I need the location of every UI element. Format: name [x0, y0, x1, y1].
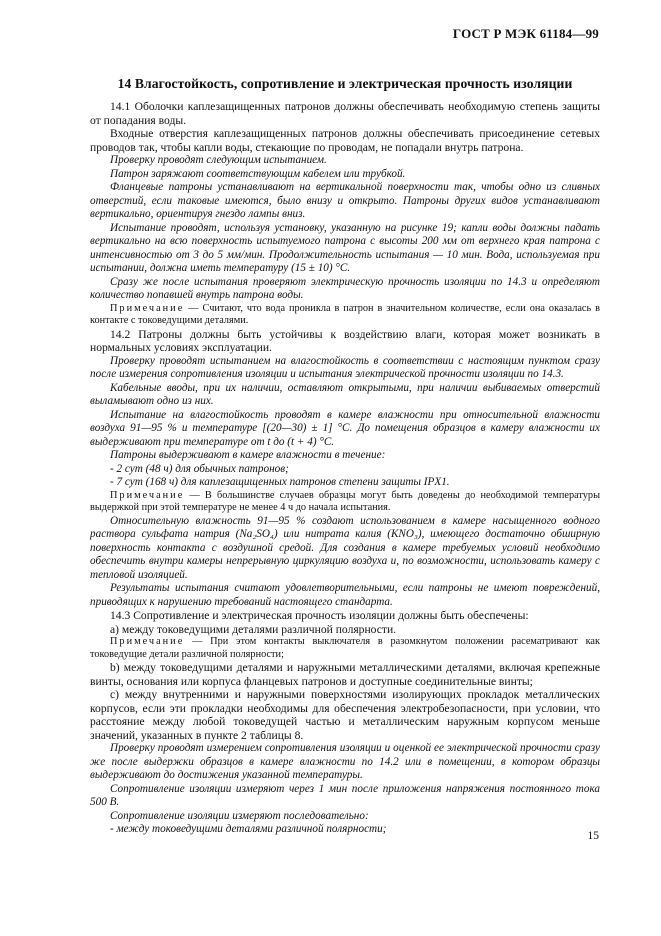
- list-item: c) между внутренними и наружными поверхностями изолирующих прокладок металлических корпусов, если эти прокладки необходимы для обеспечения электробезопасности, при условии, что расстояние между любой токоведущей частью и металлическим наружным корпусом меньше значений, указанных в пункте 2 таблицы 8.: [90, 688, 600, 742]
- note: [90, 490, 600, 515]
- note-label: Примечание: [110, 302, 185, 314]
- list-item: a) между токоведущими деталями различной полярности.: [110, 622, 397, 636]
- paragraph: Результаты испытания считают удовлетворительными, если патроны не имеют повреждений, приводящих к нарушению требований настоящего стандарта.: [90, 582, 600, 608]
- paragraph: Патрон заряжают соответствующим кабелем или трубкой.: [110, 167, 406, 180]
- document-header: ГОСТ Р МЭК 61184—99: [452, 26, 599, 41]
- note-label: Примечание: [110, 489, 185, 501]
- section-title: 14 Влагостойкость, сопротивление и электрическая прочность изоляции: [117, 76, 573, 91]
- page-content: [90, 76, 600, 837]
- paragraph: Входные отверстия каплезащищенных патронов должны обеспечивать присоединение сетевых проводов так, чтобы капли воды, стекающие по проводам, не попадали внутрь патрона.: [90, 127, 600, 154]
- paragraph: Сразу же после испытания проверяют электрическую прочность изоляции по 14.3 и определяют количество попавшей внутрь патрона воды.: [90, 275, 600, 301]
- paragraph: Проверку проводят испытанием на влагостойкость в соответствии с настоящим пунктом сразу после измерения сопротивления изоляции и испытания электрической прочности изоляции по 14.3.: [90, 354, 600, 380]
- paragraph: Фланцевые патроны устанавливают на вертикальной поверхности так, чтобы одно из сливных отверстий, если таковые имеются, было внизу и открыто. Патроны других видов устанавливают вертикально, ориентируя гнездо лампы вниз.: [90, 181, 600, 220]
- paragraph: Испытание проводят, используя установку, указанную на рисунке 19; капли воды должны падать вертикально на всю поверхность испытуемого патрона с высоты 200 мм от верхнего края патрона с интенсивностью от 3 до 5 мм/мин. Продолжительность испытания — 10 мин. Вода, используемая при испытании, должна иметь температуру (15 ± 10) °С.: [90, 221, 600, 274]
- note-text: — Считают, что вода проникла в патрон в значительном количестве, если она оказалась в контакте с токоведущими деталями.: [90, 302, 601, 326]
- paragraph: Относительную влажность 91—95 % создают использованием в камере насыщенного водного раствора сульфата натрия (Na₂SO₄) или нитрата калия (KNO₃), имеющего достаточно обширную поверхность контакта с воздушной средой. Для создания в камере требуемых условий необходимо обеспечить внутри камеры непрерывную циркуляцию воздуха и, по возможности, использовать камеру с тепловой изоляцией.: [90, 514, 600, 581]
- note-text: — В большинстве случаев образцы могут быть доведены до необходимой температуры выдержкой при этой температуре не менее 4 ч до начала испытания.: [90, 489, 601, 513]
- page-number: 15: [587, 830, 599, 842]
- note-text: — При этом контакты выключателя в разомкнутом положении расематривают как токоведущие детали различной полярности;: [90, 636, 601, 660]
- paragraph: 14.3 Сопротивление и электрическая прочность изоляции должны быть обеспечены:: [110, 609, 529, 622]
- paragraph: Сопротивление изоляции измеряют последовательно:: [110, 809, 369, 822]
- note: [90, 636, 600, 661]
- paragraph: Кабельные вводы, при их наличии, оставляют открытыми, при наличии выбиваемых отверстий выламывают одно из них.: [90, 381, 600, 407]
- paragraph: 14.1 Оболочки каплезащищенных патронов должны обеспечивать необходимую степень защиты от попадания воды.: [90, 100, 600, 127]
- list-item: - между токоведущими деталями различной полярности;: [110, 823, 387, 835]
- paragraph: Проверку проводят следующим испытанием.: [110, 154, 327, 166]
- paragraph: Проверку проводят измерением сопротивления изоляции и оценкой ее электрической прочности сразу же после выдержки образцов в камере влажности по 14.2 или в помещении, в котором образцы выдерживают до достижения указанной температуры.: [90, 742, 600, 781]
- paragraph: Сопротивление изоляции измеряют через 1 мин после приложения напряжения постоянного тока 500 В.: [90, 782, 600, 808]
- list-item: - 2 сут (48 ч) для обычных патронов;: [110, 462, 289, 475]
- paragraph: Испытание на влагостойкость проводят в камере влажности при относительной влажности воздуха 91—95 % и температуре [(20—30) ± 1] °С. До помещения образцов в камеру влажности их выдерживают при температуре от t до (t + 4) °С.: [90, 408, 600, 448]
- list-item: - 7 сут (168 ч) для каплезащищенных патронов степени защиты IPX1.: [110, 476, 450, 488]
- note: [90, 303, 600, 328]
- note-label: Примечание: [110, 636, 185, 647]
- list-item: b) между токоведущими деталями и наружными металлическими деталями, включая крепежные винты, основания или корпуса фланцевых патронов и доступные соединительные винты;: [90, 661, 600, 688]
- paragraph: 14.2 Патроны должны быть устойчивы к воздействию влаги, которая может возникать в нормальных условиях эксплуатации.: [90, 327, 600, 354]
- paragraph: Патроны выдерживают в камере влажности в течение:: [110, 449, 386, 461]
